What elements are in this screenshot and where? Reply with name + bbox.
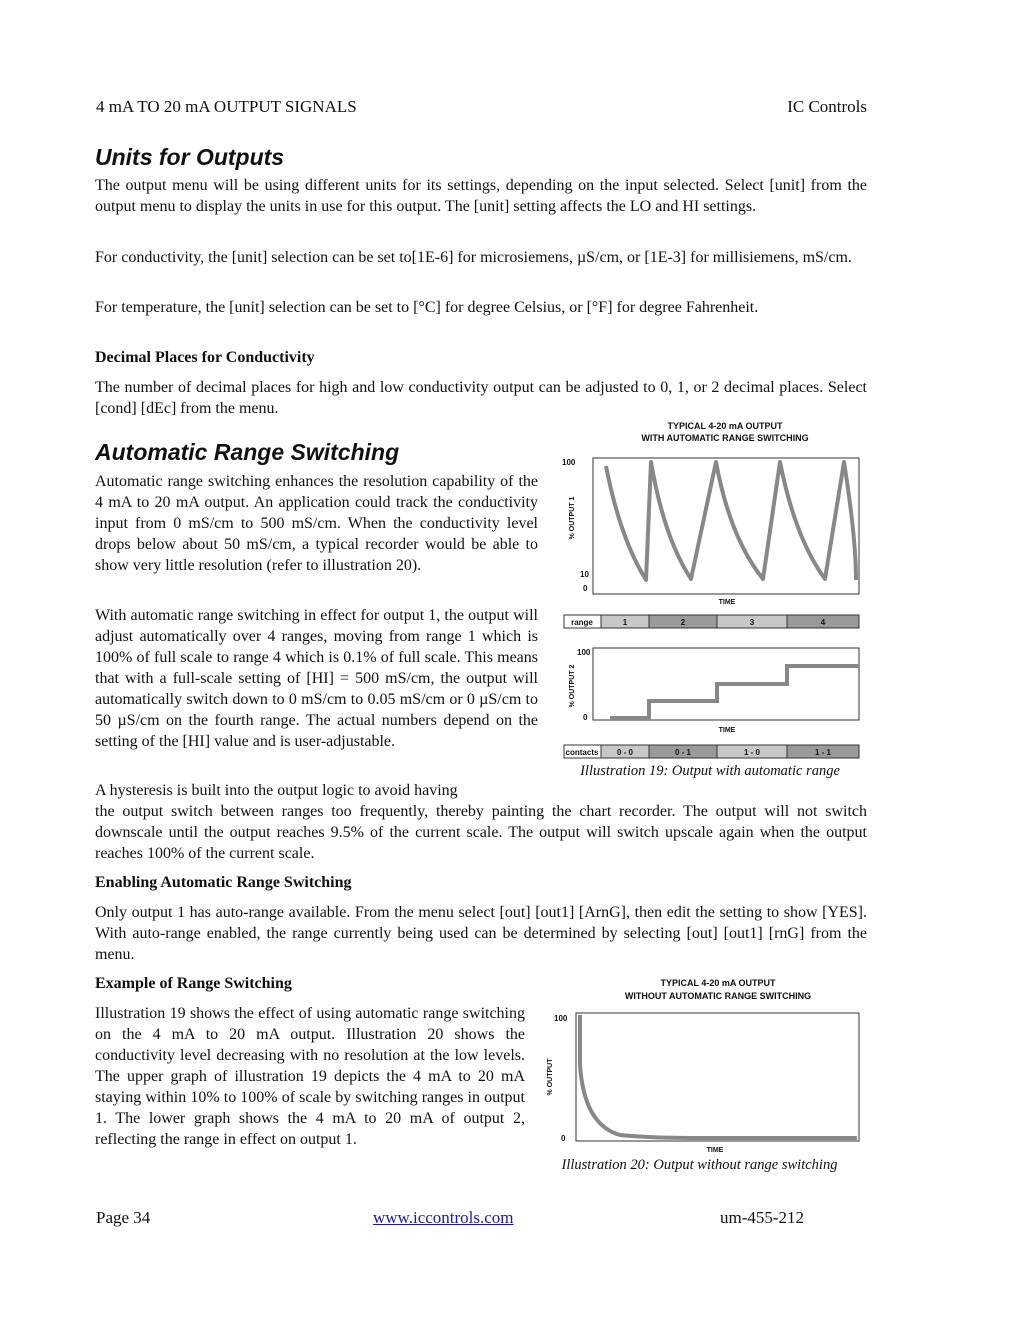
fig19-title-line2: WITH AUTOMATIC RANGE SWITCHING [641, 433, 809, 443]
fig20-y-tick-0: 0 [561, 1134, 566, 1143]
fig19-time-label-2: TIME [718, 727, 736, 734]
figure-19-caption: Illustration 19: Output with automatic range [580, 763, 840, 779]
fig19-title-line1: TYPICAL 4-20 mA OUTPUT [667, 421, 783, 431]
fig19-contact-2: 0 - 1 [674, 748, 692, 757]
fig19-range-3: 3 [749, 618, 755, 627]
paragraph: For temperature, the [unit] selection can be set to [°C] for degree Celsius, or [°F] for degree Fahrenheit. [95, 299, 759, 316]
paragraph: For conductivity, the [unit] selection can be set to[1E-6] for microsiemens, µS/cm, or [1E-3] for millisiemens, mS/cm. [95, 249, 852, 266]
figure-20-diagram [540, 975, 870, 1160]
figure-19-diagram [540, 418, 870, 768]
footer-document-number: um-455-212 [720, 1208, 805, 1227]
fig19-y2-axis-label: % OUTPUT 2 [569, 664, 576, 708]
fig19-range-1: 1 [622, 618, 628, 627]
figure-20-caption: Illustration 20: Output without range switching [561, 1157, 838, 1173]
paragraph: Only output 1 has auto-range available. From the menu select [out] [out1] [ArnG], then edit the setting to show [YES]. With auto-range enabled, the range currently being used can be determined by selecting [out] [out1] [rnG] from the menu. [95, 904, 867, 963]
fig19-time-label-1: TIME [718, 599, 736, 606]
fig19-y1-tick-0: 0 [583, 584, 588, 593]
paragraph: A hysteresis is built into the output logic to avoid having [95, 782, 458, 799]
paragraph: Automatic range switching enhances the resolution capability of the 4 mA to 20 mA output. An application could track the conductivity input from 0 mS/cm to 500 mS/cm. When the conductivity level drops below about 50 mS/cm, a typical recorder would be able to show very little resolution (refer to illustration 20). [95, 473, 538, 574]
footer-website-link[interactable]: www.iccontrols.com [373, 1208, 514, 1227]
fig20-title-line1: TYPICAL 4-20 mA OUTPUT [660, 978, 776, 988]
fig19-y2-tick-0: 0 [583, 713, 588, 722]
fig19-range-2: 2 [680, 618, 686, 627]
paragraph: Illustration 19 shows the effect of using automatic range switching on the 4 mA to 20 mA output. Illustration 20 shows the conductivity level decreasing with no resolution at the low levels. The upper graph of illustration 19 depicts the 4 mA to 20 mA staying within 10% to 100% of scale by switching ranges in output 1. The lower graph shows the 4 mA to 20 mA of output 2, reflecting the range in effect on output 1. [95, 1005, 525, 1148]
paragraph: the output switch between ranges too frequently, thereby painting the chart recorder. The output will not switch downscale until the output reaches 9.5% of the current scale. The output will switch upscale again when the output reaches 100% of the current scale. [95, 803, 867, 862]
fig19-contacts-label: contacts [565, 748, 599, 757]
fig20-time-label: TIME [706, 1147, 724, 1154]
subheading-enabling: Enabling Automatic Range Switching [95, 874, 352, 891]
fig20-y-tick-100: 100 [554, 1014, 568, 1023]
section-title-auto-range: Automatic Range Switching [95, 439, 400, 465]
fig20-y-axis-label: % OUTPUT [547, 1058, 554, 1096]
paragraph: The output menu will be using different units for its settings, depending on the input selected. Select [unit] from the output menu to display the units in use for this output. The [unit] setting affects the LO and HI settings. [95, 177, 867, 215]
section-title-units: Units for Outputs [95, 144, 285, 170]
paragraph: With automatic range switching in effect for output 1, the output will adjust automatically over 4 ranges, moving from range 1 which is 100% of full scale to range 4 which is 0.1% of full scale. This means that with a full-scale setting of [HI] = 500 mS/cm, the output will automatically switch down to 0 mS/cm to 0.05 mS/cm or 0 µS/cm to 50 µS/cm on the fourth range. The actual numbers depend on the setting of the [HI] value and is user-adjustable. [95, 607, 538, 750]
fig19-y1-axis-label: % OUTPUT 1 [569, 496, 576, 540]
fig19-range-label: range [571, 618, 593, 627]
fig19-range-4: 4 [820, 618, 826, 627]
fig19-contact-1: 0 - 0 [616, 748, 634, 757]
footer-page-number: Page 34 [96, 1208, 151, 1227]
fig20-title-line2: WITHOUT AUTOMATIC RANGE SWITCHING [624, 991, 812, 1001]
running-header-title: 4 mA TO 20 mA OUTPUT SIGNALS [96, 97, 357, 116]
fig19-contact-4: 1 - 1 [814, 748, 832, 757]
subheading-decimal-places: Decimal Places for Conductivity [95, 349, 315, 366]
fig19-contact-3: 1 - 0 [743, 748, 761, 757]
fig19-y1-tick-100: 100 [562, 458, 576, 467]
paragraph: The number of decimal places for high and low conductivity output can be adjusted to 0, 1, or 2 decimal places. Select [cond] [dEc] from the menu. [95, 379, 867, 417]
fig19-y2-tick-100: 100 [577, 648, 591, 657]
fig20-plot-frame [576, 1013, 859, 1141]
fig19-y1-tick-10: 10 [580, 570, 589, 579]
running-header-company: IC Controls [787, 97, 867, 116]
subheading-example: Example of Range Switching [95, 975, 292, 992]
